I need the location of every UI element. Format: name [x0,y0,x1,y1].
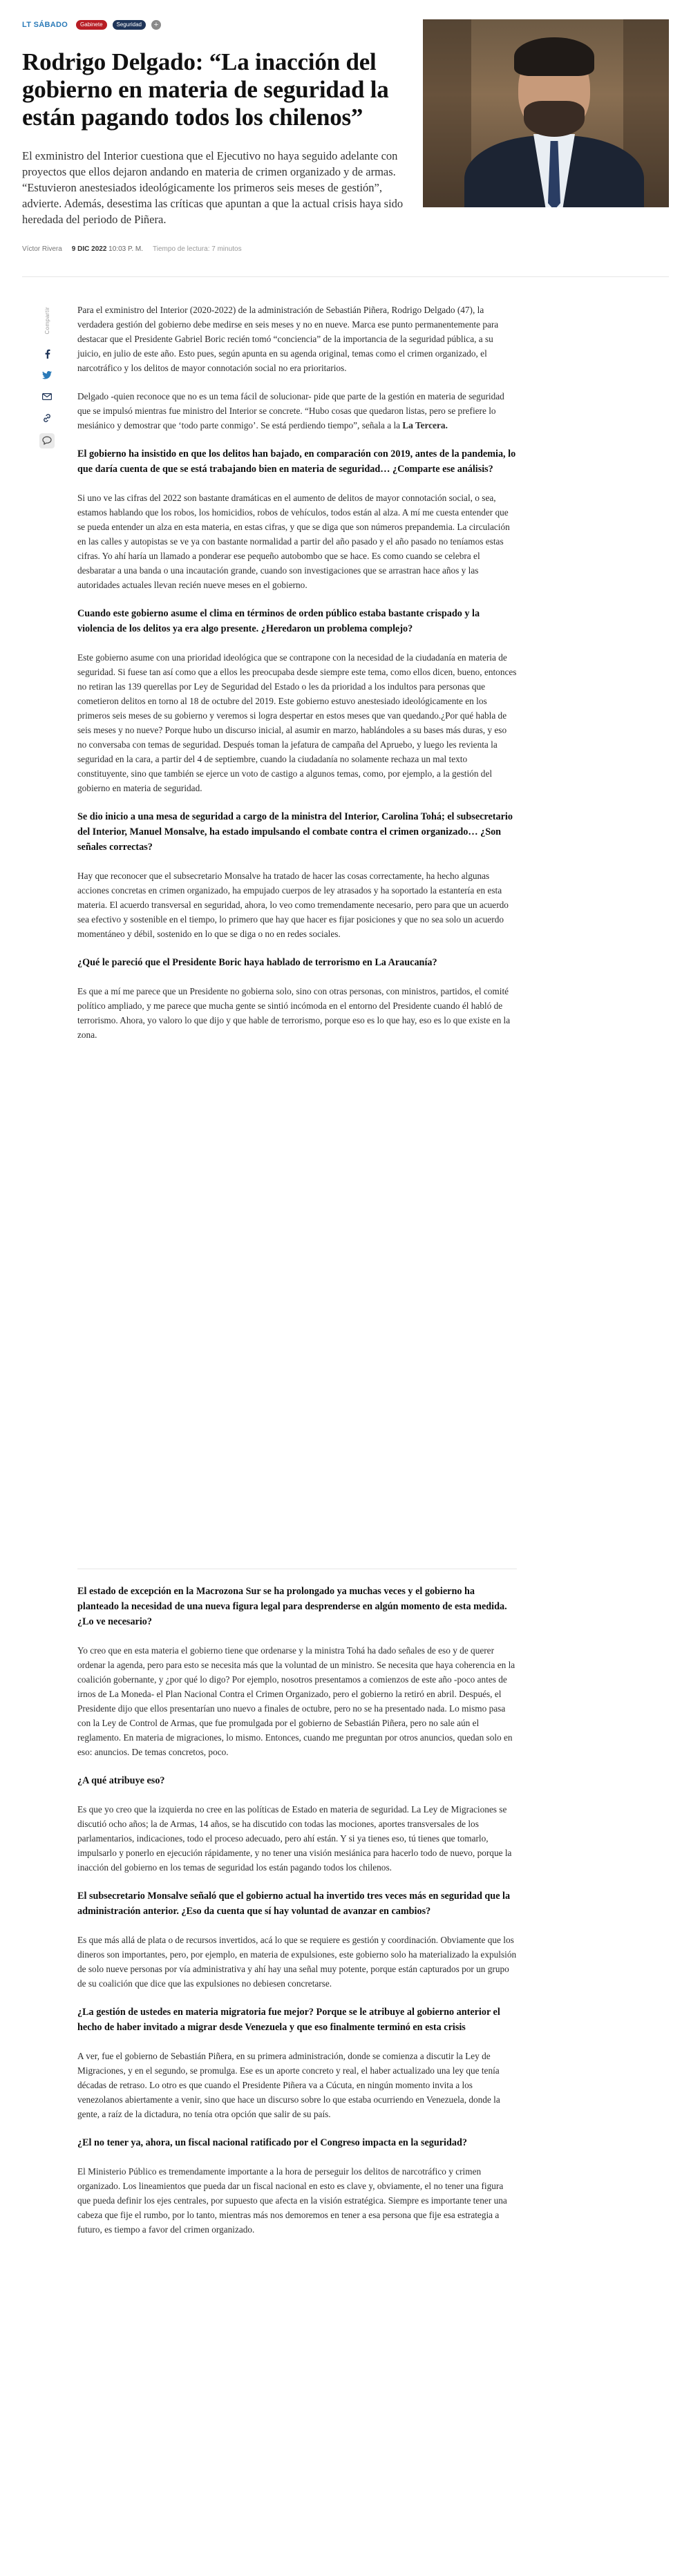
share-rail [39,307,55,448]
publish-time: 10:03 P. M. [108,245,144,253]
comment-icon[interactable] [39,433,55,448]
tag-gabinete[interactable]: Gabinete [76,20,106,30]
article-header [22,19,409,253]
question-4: ¿Qué le pareció que el Presidente Boric haya hablado de terrorismo en La Araucanía? [77,957,437,968]
question-7: El subsecretario Monsalve señaló que el gobierno actual ha invertido tres veces más en seguridad que la administración anterior. ¿Eso da cuenta que sí hay voluntad de avanzar en cambios? [77,1891,511,1917]
twitter-icon[interactable] [41,369,53,381]
article-body-part-1 [77,303,517,1056]
email-icon[interactable] [41,390,53,403]
dek: El exministro del Interior cuestiona que el Ejecutivo no haya seguido adelante con proyectos que ellos dejaron andando en materia de crimen organizado y de armas. “Estuvieron anestesiados ideológicamente los primeros seis meses de gestión”, advierte. Además, desestima las críticas que apuntan a que la actual crisis haya sido heredada del periodo de Piñera. [22,149,404,226]
share-label: Compartir [44,307,50,334]
answer-8: A ver, fue el gobierno de Sebastián Piñera, en su primera administración, donde se comienza a discutir la Ley de Migraciones, y en el segundo, se promulga. Ese es un aporte concreto y real, el haber actualizado una ley que tenía décadas de retraso. Lo otro es que cuando el Presidente Piñera va a Cúcuta, en ningún momento invita a los venezolanos abiertamente a venir, sino que hace un discurso sobre lo que estaba ocurriendo en Venezuela, donde la gente, a raíz de la dictadura, no tenía otra opción que salir de su país. [77,2051,500,2119]
byline [22,245,409,253]
answer-3: Hay que reconocer que el subsecretario Monsalve ha tratado de hacer las cosas correctamente, ha hecho algunas acciones concretas en crimen organizado, ha empujado cuerpos de ley atrasados y ha soportado la estantería en esta materia. El acuerdo transversal en seguridad, ahora, lo veo como tremendamente necesario, pero para que un acuerdo sea efectivo y sostenible en el tiempo, lo primero que hay que hacer es fijar posiciones y que no sea solo un acuerdo momentáneo y débil, sostenido en lo que se diga o no en redes sociales. [77,871,509,939]
reading-time: Tiempo de lectura: 7 minutos [153,245,242,253]
paragraph-2: Delgado -quien reconoce que no es un tema fácil de solucionar- pide que parte de la gestión en materia de seguridad que se impulsó mientras fue ministro del Interior se concrete. “Hubo cosas que quedaron listas, pero se prefiere lo mesiánico y demostrar que ‘todo parte conmigo’. Se está perdiendo tiempo”, señala a la La Tercera. [77,391,504,430]
article-meta-row [22,19,409,30]
answer-4: Es que a mí me parece que un Presidente no gobierna solo, sino con otras personas, con ministros, partidos, el comité político ampliado, y me parece que mucha gente se sintió incómoda en el entorno del Presidente cuando él habló de terrorismo. Ahora, yo valoro lo que dijo y que hable de terrorismo, porque eso es lo que hay, eso es lo que existe en la zona. [77,986,511,1040]
link-icon[interactable] [41,412,53,424]
answer-7: Es que más allá de plata o de recursos invertidos, acá lo que se requiere es gestión y coordinación. Obviamente que los dineros son importantes, pero, por ejemplo, en materia de expulsiones, este gobierno solo ha materializado la expulsión de solo nueve personas por vía administrativa y ahí hay una señal muy potente, porque están capturados por un grupo de su coalición que dice que las expulsiones no debiesen concretarse. [77,1935,517,1989]
paragraph-intro: Para el exministro del Interior (2020-2022) de la administración de Sebastián Piñera, Rodrigo Delgado (47), la verdadera gestión del gobierno debe medirse en seis meses y no en nueve. Marca ese punto permanentemente para destacar que el Presidente Gabriel Boric recién tomó “conciencia” de la importancia de la seguridad pública, a su juicio, en julio de este año. Esto pues, según apunta en su agenda original, temas como el crimen organizado, el narcotráfico y los delitos de mayor connotación social no era prioritarios. [77,305,499,373]
headline: Rodrigo Delgado: “La inacción del gobierno en materia de seguridad la están pagando todos los chilenos” [22,48,389,131]
section-link[interactable]: LT SÁBADO [22,21,68,29]
facebook-icon[interactable] [41,348,53,360]
question-6: ¿A qué atribuye eso? [77,1775,165,1786]
question-9: ¿El no tener ya, ahora, un fiscal nacional ratificado por el Congreso impacta en la seguridad? [77,2137,467,2148]
answer-2: Este gobierno asume con una prioridad ideológica que se contrapone con la necesidad de la ciudadanía en materia de seguridad. Si fuese tan así como que a ellos les preocupaba desde siempre este tema, como ellos dicen, bueno, entonces no retiran las 139 querellas por Ley de Seguridad del Estado o les da prioridad a los indultos para personas que cometieron delitos en torno al 18 de octubre del 2019. Este gobierno estuvo anestesiado ideológicamente en los primeros seis meses de su gobierno y veremos si logra despertar en estos meses que van quedando.¿Por qué habla de seis meses y no nueve? Porque hubo un discurso inicial, al asumir en marzo, hablándoles a su bases más duras, y eso no conversaba con temas de seguridad. Después toman la jefatura de campaña del Apruebo, y luego les revienta la seguridad en la cara, a partir del 4 de septiembre, cuando la ciudadanía no solamente rechaza un mal texto constituyente, sino que también se ejerce un voto de castigo a algunos temas, como, por ejemplo, a la gestión del gobierno en materia de seguridad. [77,652,517,793]
hero-photo [423,19,669,207]
publish-date: 9 DIC 2022 [71,245,107,253]
more-tags-button[interactable]: + [151,20,161,30]
answer-6: Es que yo creo que la izquierda no cree en las políticas de Estado en materia de seguridad. La Ley de Migraciones se discutió ocho años; la de Armas, 14 años, se ha discutido con todas las mociones, aportes transversales de los parlamentarios, indicaciones, todo el proceso adecuado, pero ahí están. Y si ya tienes eso, tú tienes que tomarlo, impulsarlo y ponerlo en ejecución rápidamente, y no tener una visión mesiánica para hacerlo todo de nuevo, porque la inacción del gobierno en los temas de seguridad los están pagando todos los chilenos. [77,1804,512,1873]
header-divider [22,276,669,277]
article-body-part-2 [77,1584,517,2251]
question-3: Se dio inicio a una mesa de seguridad a cargo de la ministra del Interior, Carolina Tohá; el subsecretario del Interior, Manuel Monsalve, ha estado impulsando el combate contra el crimen organizado… ¿Son señales correctas? [77,811,513,853]
question-2: Cuando este gobierno asume el clima en términos de orden público estaba bastante crispado y la violencia de los delitos ya era algo presente. ¿Heredaron un problema complejo? [77,608,480,634]
answer-1: Si uno ve las cifras del 2022 son bastante dramáticas en el aumento de delitos de mayor connotación social, o sea, estamos hablando que los robos, los homicidios, robos de vehículos, todos están al alza. A mí me cuesta entender que se pueda entender un alza en esta materia, en estas cifras, y que se diga que son números prepandemia. La circulación en las calles y autopistas se ve ya con bastante normalidad a partir del año pasado y el año pasado no teníamos estas cifras. Yo ahí haría un llamado a ponderar ese pequeño autobombo que se hace. Es como cuando se celebra el desbaratar a una banda o una incautación grande, cuando son investigaciones que se arrastran hace años y las autoridades actuales llevan recién nueve meses en el gobierno. [77,493,510,590]
answer-9: El Ministerio Público es tremendamente importante a la hora de perseguir los delitos de narcotráfico y crimen organizado. Los lineamientos que pueda dar un fiscal nacional en esto es clave y, obviamente, el no tener una figura que pueda definir los ejes centrales, por supuesto que afecta en la visión estratégica. Siempre es importante tener una cabeza que fije el rumbo, por lo tanto, mientras más nos demoremos en tener a esa persona que fije esa estrategia a futuro, es tiempo a favor del crimen organizado. [77,2166,507,2235]
question-5: El estado de excepción en la Macrozona Sur se ha prolongado ya muchas veces y el gobierno ha planteado la necesidad de una nueva figura legal para desprenderse en algún momento de esta medida. ¿Lo ve necesario? [77,1586,507,1627]
author-name[interactable]: Víctor Rivera [22,245,62,253]
question-8: ¿La gestión de ustedes en materia migratoria fue mejor? Porque se le atribuye al gobierno anterior el hecho de haber invitado a migrar desde Venezuela y que eso finalmente terminó en esta crisis [77,2007,500,2033]
tag-seguridad[interactable]: Seguridad [113,20,146,30]
answer-5: Yo creo que en esta materia el gobierno tiene que ordenarse y la ministra Tohá ha dado señales de eso y de querer ordenar la agenda, pero para esto se necesita más que la voluntad de un ministro. Se necesita que haya coherencia en la coalición gobernante, y ¿por qué lo digo? Por ejemplo, nosotros presentamos a comienzos de este año -poco antes de irnos de La Moneda- el Plan Nacional Contra el Crimen Organizado, pero el gobierno la retiró en abril. Después, el Presidente dijo que ellos presentarían uno nuevo a finales de octubre, pero no se ha presentado nada. Lo mismo pasa con la Ley de Control de Armas, que fue promulgada por el gobierno de Sebastián Piñera, pero no sale aún el reglamento. En materia de migraciones, lo mismo. Entonces, cuando me preguntan por otros anuncios, quedan solo en eso: anuncios. De temas concretos, poco. [77,1645,515,1757]
question-1: El gobierno ha insistido en que los delitos han bajado, en comparación con 2019, antes de la pandemia, lo que daría cuenta de que se está trabajando bien en materia de seguridad… ¿Comparte ese análisis? [77,448,516,475]
